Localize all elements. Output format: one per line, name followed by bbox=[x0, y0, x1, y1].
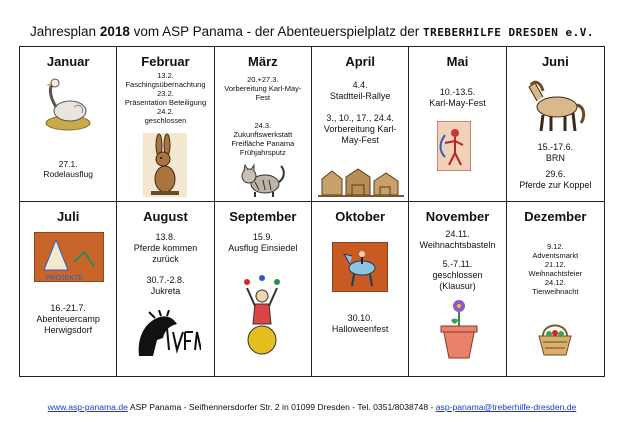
page-title bbox=[0, 24, 624, 39]
month-name: Juni bbox=[541, 54, 569, 69]
event-text: 3., 10., 17., 24.4. Vorbereitung Karl- May-Fest bbox=[323, 113, 397, 145]
event-text: 24.3. Zukunftswerkstatt Freifläche Panama Frühjahrsputz bbox=[231, 121, 295, 157]
month-cell-july bbox=[20, 202, 117, 376]
email-link[interactable]: asp-panama@treberhilfe-dresden.de bbox=[435, 402, 577, 412]
playground-huts-icon bbox=[318, 165, 404, 197]
rabbit-icon bbox=[143, 133, 187, 197]
month-cell-september bbox=[215, 202, 312, 376]
month-name: November bbox=[425, 209, 490, 224]
event-text: 16.-21.7. Abenteuercamp Herwigsdorf bbox=[36, 303, 100, 335]
event-text: 30.10. Halloweenfest bbox=[331, 313, 389, 334]
goose-nest-icon bbox=[42, 77, 94, 132]
month-cell-august bbox=[117, 202, 214, 376]
basket-icon bbox=[535, 322, 575, 358]
event-text: 10.-13.5. Karl-May-Fest bbox=[429, 87, 486, 108]
event-text: 13.8. Pferde kommen zurück bbox=[133, 232, 198, 264]
event-text: 29.6. Pferde zur Koppel bbox=[519, 169, 592, 190]
title-year: 2018 bbox=[99, 24, 130, 39]
month-name: März bbox=[248, 54, 278, 69]
month-name: Mai bbox=[446, 54, 469, 69]
footer-contact bbox=[0, 402, 624, 412]
flower-pot-icon bbox=[437, 298, 481, 360]
event-text: 15.9. Ausflug Einsiedel bbox=[228, 232, 298, 253]
horse-icon bbox=[521, 77, 589, 135]
riders-picture-icon bbox=[332, 242, 388, 292]
juggler-on-ball-icon bbox=[235, 274, 289, 356]
month-cell-march bbox=[215, 47, 312, 202]
event-text: 27.1. Rodelausflug bbox=[43, 159, 93, 179]
event-text: 15.-17.6. BRN bbox=[537, 142, 574, 163]
month-cell-april bbox=[312, 47, 409, 202]
month-name: Dezember bbox=[524, 209, 587, 224]
address-text: ASP Panama - Seifhennersdorfer Str. 2 in 01099 Dresden - Tel. 0351/8038748 - bbox=[127, 402, 436, 412]
website-link[interactable]: www.asp-panama.de bbox=[47, 402, 128, 412]
month-name: Januar bbox=[46, 54, 90, 69]
event-text: 13.2. Faschingsübernachtung 23.2. Präsentation Beteiligung 24.2. geschlossen bbox=[124, 71, 207, 125]
year-calendar-grid bbox=[19, 46, 605, 377]
month-name: April bbox=[345, 54, 375, 69]
title-prefix: Jahresplan bbox=[30, 24, 100, 39]
cat-icon bbox=[239, 160, 287, 198]
month-cell-january bbox=[20, 47, 117, 202]
month-name: September bbox=[229, 209, 297, 224]
month-cell-december bbox=[507, 202, 604, 376]
month-cell-june bbox=[507, 47, 604, 202]
month-cell-october bbox=[312, 202, 409, 376]
projects-sign-text: PROJEKTE bbox=[46, 275, 83, 282]
month-name: August bbox=[143, 209, 188, 224]
projects-sign-icon bbox=[34, 232, 104, 282]
month-cell-february bbox=[117, 47, 214, 202]
title-brand: TREBERHILFE DRESDEN e.V. bbox=[423, 26, 594, 39]
horse-head-logo-icon bbox=[133, 310, 201, 360]
month-name: Februar bbox=[141, 54, 190, 69]
month-name: Juli bbox=[56, 209, 80, 224]
title-middle: vom ASP Panama - der Abenteuerspielplatz der bbox=[129, 24, 424, 39]
event-text: 5.-7.11. geschlossen (Klausur) bbox=[432, 259, 483, 291]
archer-picture-icon bbox=[437, 121, 471, 171]
event-text: 4.4. Stadtteil-Rallye bbox=[329, 80, 391, 101]
month-cell-november bbox=[409, 202, 506, 376]
month-name: Oktober bbox=[335, 209, 386, 224]
event-text: 20.+27.3. Vorbereitung Karl-May- Fest bbox=[224, 75, 302, 102]
month-cell-may bbox=[409, 47, 506, 202]
event-text: 30.7.-2.8. Jukreta bbox=[146, 275, 185, 296]
event-text: 24.11. Weihnachtsbasteln bbox=[419, 229, 496, 250]
event-text: 9.12. Adventsmarkt 21.12. Weihnachtsfeier 24.12. Tierweihnacht bbox=[528, 242, 583, 296]
